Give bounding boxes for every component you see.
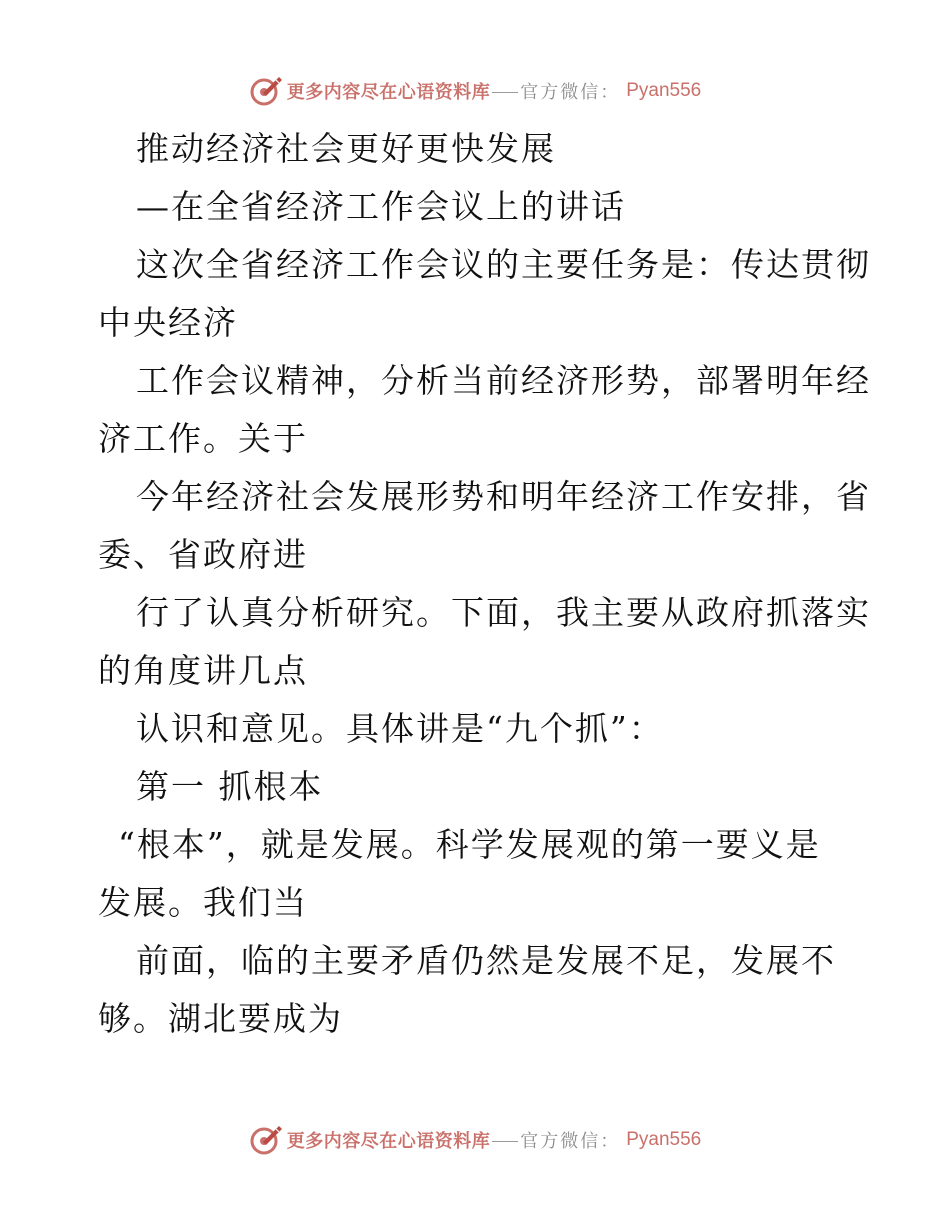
paragraph-line: 济工作。关于: [98, 419, 308, 458]
pen-logo-icon: [249, 74, 283, 108]
paragraph-line: 工作会议精神，分析当前经济形势，部署明年经: [136, 361, 871, 400]
paragraph-line: 今年经济社会发展形势和明年经济工作安排，省: [136, 477, 871, 516]
wechat-label: 官方微信：: [520, 1131, 621, 1152]
promo-text: 更多内容尽在心语资料库: [286, 1131, 491, 1152]
paragraph-line: 这次全省经济工作会议的主要任务是：传达贯彻: [136, 245, 871, 284]
paragraph-line: 的角度讲几点: [98, 651, 308, 690]
banner-dash: [492, 92, 518, 93]
wechat-label: 官方微信：: [520, 82, 621, 103]
paragraph-line: 前面，临的主要矛盾仍然是发展不足，发展不: [136, 941, 836, 980]
paragraph-line: 中央经济: [98, 303, 238, 342]
promo-text: 更多内容尽在心语资料库: [286, 82, 491, 103]
paragraph-line: 委、省政府进: [98, 535, 308, 574]
pen-logo-icon: [249, 1123, 283, 1157]
document-title: 推动经济社会更好更快发展: [136, 129, 556, 168]
footer-banner: [0, 1120, 950, 1160]
paragraph-line: “根本”，就是发展。科学发展观的第一要义是: [118, 825, 821, 864]
paragraph-line: 行了认真分析研究。下面，我主要从政府抓落实: [136, 593, 871, 632]
wechat-id: Pyan556: [626, 1129, 702, 1150]
header-banner: [0, 71, 950, 111]
document-body: [98, 120, 871, 1048]
wechat-id: Pyan556: [626, 80, 702, 101]
paragraph-line: 发展。我们当: [98, 883, 308, 922]
paragraph-line: 认识和意见。具体讲是“九个抓”：: [136, 709, 664, 748]
banner-dash: [492, 1141, 518, 1142]
document-subtitle: —在全省经济工作会议上的讲话: [136, 187, 626, 226]
paragraph-line: 够。湖北要成为: [98, 999, 343, 1038]
section-heading: 第一 抓根本: [136, 767, 324, 806]
